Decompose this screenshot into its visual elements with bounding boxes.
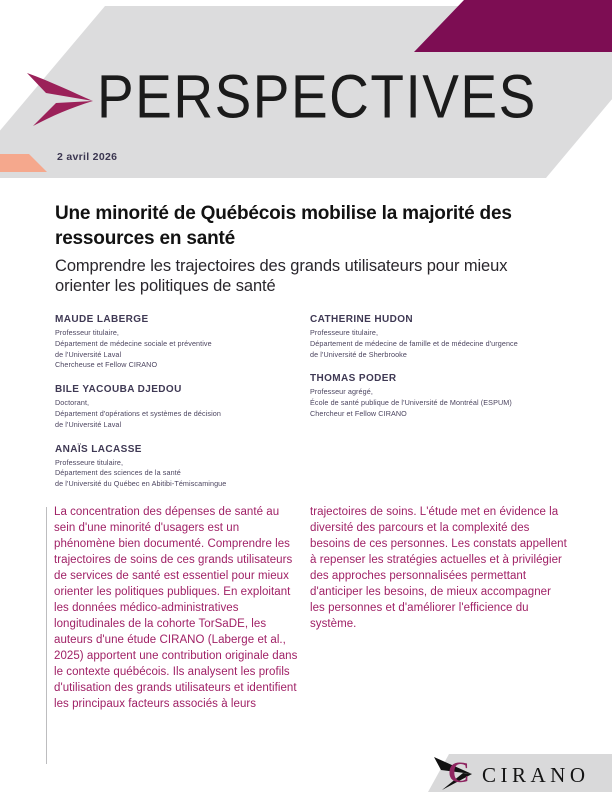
author-affiliation-line: Chercheur et Fellow CIRANO	[310, 408, 407, 418]
author-affiliation-line: de l'Université du Québec en Abitibi-Témiscamingue	[55, 479, 227, 489]
author-name: MAUDE LABERGE	[55, 314, 149, 325]
authors-column-right	[310, 314, 582, 433]
cirano-wordmark: CIRANO	[482, 763, 590, 787]
cirano-c-mark	[438, 756, 482, 792]
abstract-column-right: trajectoires de soins. L'étude met en évidence la diversité des parcours et la complexité des besoins de ces personnes. Les constats appellent à repenser les stratégies actuelles et à privilégier des approches personnalisées permettant d'anticiper les besoins, de mieux accompagner les personnes et d'améliorer l'efficience du système.	[310, 506, 567, 630]
author-affiliation-line: Professeure titulaire,	[55, 457, 124, 467]
author-affiliation-line: de l'Université de Sherbrooke	[310, 349, 407, 359]
author-affiliation-line: École de santé publique de l'Université de Montréal (ESPUM)	[310, 398, 512, 408]
author-affiliation-line: Département de médecine sociale et préventive	[55, 338, 212, 348]
abstract-column-left: La concentration des dépenses de santé au sein d'une minorité d'usagers est un phénomène bien documenté. Comprendre les trajectoires de soins de ces grands utilisateurs de services de santé est essentiel pour mieux orienter les politiques publiques. En exploitant les données médico-administratives longitudinales de la cohorte TorSaDE, les auteurs d'une étude CIRANO (Laberge et al., 2025) apportent une contribution originale dans le contexte québécois. Ils analysent les profils d'utilisation des grands utilisateurs et identifient les principaux facteurs associés à leurs	[54, 506, 298, 710]
author-entry	[55, 384, 305, 430]
author-affiliation-line: Département d'opérations et systèmes de décision	[55, 408, 221, 418]
author-affiliation-line: Professeur titulaire,	[55, 328, 120, 337]
authors-column-left	[55, 314, 305, 503]
cirano-logo	[438, 755, 612, 792]
author-affiliation-line: Département des sciences de la santé	[55, 468, 181, 478]
author-name: THOMAS PODER	[310, 373, 397, 385]
page-title: Une minorité de Québécois mobilise la majorité des ressources en santé	[55, 203, 512, 250]
page-subtitle: Comprendre les trajectoires des grands utilisateurs pour mieux orienter les politiques de santé	[55, 257, 508, 296]
author-affiliation-line: de l'Université Laval	[55, 349, 122, 359]
author-entry	[55, 444, 305, 490]
author-entry	[310, 373, 582, 419]
publication-brand: PERSPECTIVES	[97, 61, 537, 131]
author-name: CATHERINE HUDON	[310, 314, 414, 325]
author-affiliation-line: Professeure titulaire,	[310, 328, 379, 337]
cirano-c-glyph: C	[448, 755, 470, 789]
abstract-left-rule	[46, 507, 47, 764]
author-affiliation-line: Doctorant,	[55, 398, 90, 408]
author-entry	[310, 314, 582, 360]
author-affiliation-line: Professeur agrégé,	[310, 387, 373, 397]
author-affiliation-line: Département de médecine de famille et de médecine d'urgence	[310, 338, 518, 348]
author-name: BILE YACOUBA DJEDOU	[55, 384, 182, 396]
author-affiliation-line: Chercheuse et Fellow CIRANO	[55, 360, 158, 370]
author-affiliation-line: de l'Université Laval	[55, 419, 122, 429]
publication-date: 2 avril 2026	[57, 151, 118, 163]
author-entry	[55, 314, 305, 371]
author-name: ANAÏS LACASSE	[55, 443, 142, 455]
